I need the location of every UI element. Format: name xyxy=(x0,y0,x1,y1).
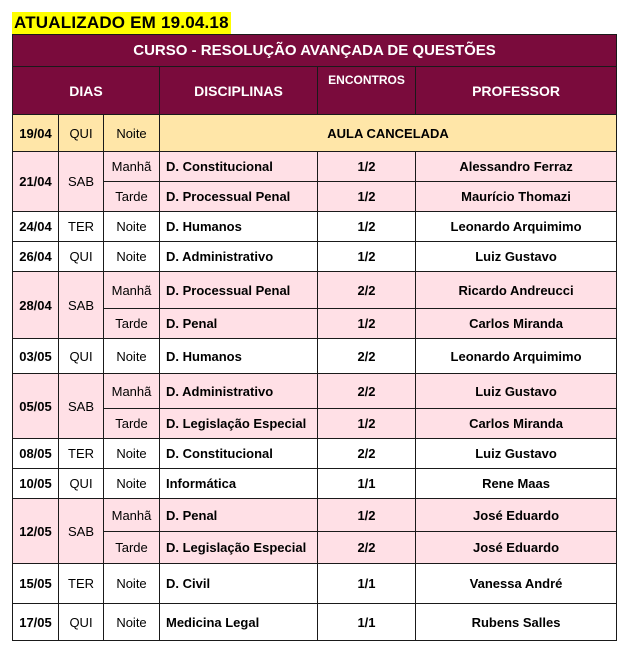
weekday-cell: QUI xyxy=(59,242,104,272)
professor-cell: Ricardo Andreucci xyxy=(416,272,617,309)
date-cell: 08/05 xyxy=(13,439,59,469)
shift-cell: Tarde xyxy=(104,409,160,439)
schedule-row xyxy=(13,532,617,564)
schedule-row xyxy=(13,309,617,339)
professor-cell: Luiz Gustavo xyxy=(416,374,617,409)
date-cell: 28/04 xyxy=(13,272,59,339)
discipline-cell: D. Penal xyxy=(160,309,318,339)
professor-cell: Carlos Miranda xyxy=(416,309,617,339)
schedule-row xyxy=(13,272,617,309)
date-cell: 03/05 xyxy=(13,339,59,374)
discipline-cell: D. Processual Penal xyxy=(160,182,318,212)
meetings-cell: 1/1 xyxy=(318,564,416,604)
weekday-cell: SAB xyxy=(59,374,104,439)
shift-cell: Tarde xyxy=(104,182,160,212)
course-title: CURSO - RESOLUÇÃO AVANÇADA DE QUESTÕES xyxy=(13,35,617,67)
shift-cell: Manhã xyxy=(104,374,160,409)
professor-cell: Luiz Gustavo xyxy=(416,439,617,469)
weekday-cell: QUI xyxy=(59,469,104,499)
header-professor: PROFESSOR xyxy=(416,67,617,115)
date-cell: 21/04 xyxy=(13,152,59,212)
schedule-row xyxy=(13,182,617,212)
weekday-cell: QUI xyxy=(59,604,104,641)
shift-cell: Noite xyxy=(104,212,160,242)
date-cell: 05/05 xyxy=(13,374,59,439)
discipline-cell: D. Legislação Especial xyxy=(160,532,318,564)
cancelled-row xyxy=(13,115,617,152)
weekday-cell: SAB xyxy=(59,499,104,564)
meetings-cell: 2/2 xyxy=(318,532,416,564)
shift-cell: Noite xyxy=(104,469,160,499)
schedule-row xyxy=(13,409,617,439)
date-cell: 15/05 xyxy=(13,564,59,604)
meetings-cell: 1/2 xyxy=(318,409,416,439)
discipline-cell: Medicina Legal xyxy=(160,604,318,641)
professor-cell: Alessandro Ferraz xyxy=(416,152,617,182)
professor-cell: Maurício Thomazi xyxy=(416,182,617,212)
schedule-row xyxy=(13,604,617,641)
professor-cell: Rene Maas xyxy=(416,469,617,499)
schedule-row xyxy=(13,439,617,469)
schedule-row xyxy=(13,499,617,532)
discipline-cell: D. Civil xyxy=(160,564,318,604)
date-cell: 12/05 xyxy=(13,499,59,564)
schedule-table xyxy=(12,34,617,641)
date-cell: 10/05 xyxy=(13,469,59,499)
meetings-cell: 1/2 xyxy=(318,499,416,532)
professor-cell: Luiz Gustavo xyxy=(416,242,617,272)
professor-cell: Rubens Salles xyxy=(416,604,617,641)
professor-cell: José Eduardo xyxy=(416,499,617,532)
meetings-cell: 2/2 xyxy=(318,374,416,409)
weekday-cell: SAB xyxy=(59,152,104,212)
shift-cell: Noite xyxy=(104,242,160,272)
header-dias: DIAS xyxy=(13,67,160,115)
professor-cell: Leonardo Arquimimo xyxy=(416,339,617,374)
shift-cell: Noite xyxy=(104,339,160,374)
updated-banner: ATUALIZADO EM 19.04.18 xyxy=(14,13,229,32)
schedule-row xyxy=(13,374,617,409)
professor-cell: Vanessa André xyxy=(416,564,617,604)
shift-cell: Tarde xyxy=(104,309,160,339)
discipline-cell: D. Administrativo xyxy=(160,242,318,272)
schedule-row xyxy=(13,242,617,272)
discipline-cell: D. Humanos xyxy=(160,339,318,374)
meetings-cell: 2/2 xyxy=(318,272,416,309)
shift-cell: Noite xyxy=(104,439,160,469)
meetings-cell: 2/2 xyxy=(318,439,416,469)
schedule-row xyxy=(13,564,617,604)
cancelled-weekday: QUI xyxy=(59,115,104,152)
meetings-cell: 1/2 xyxy=(318,182,416,212)
weekday-cell: SAB xyxy=(59,272,104,339)
meetings-cell: 1/2 xyxy=(318,242,416,272)
date-cell: 24/04 xyxy=(13,212,59,242)
schedule-row xyxy=(13,212,617,242)
cancelled-message: AULA CANCELADA xyxy=(160,115,617,152)
discipline-cell: D. Processual Penal xyxy=(160,272,318,309)
professor-cell: José Eduardo xyxy=(416,532,617,564)
weekday-cell: QUI xyxy=(59,339,104,374)
discipline-cell: Informática xyxy=(160,469,318,499)
professor-cell: Carlos Miranda xyxy=(416,409,617,439)
cancelled-date: 19/04 xyxy=(13,115,59,152)
cancelled-shift: Noite xyxy=(104,115,160,152)
weekday-cell: TER xyxy=(59,439,104,469)
title-row xyxy=(13,35,617,67)
professor-cell: Leonardo Arquimimo xyxy=(416,212,617,242)
header-encontros: ENCONTROS xyxy=(318,67,416,115)
meetings-cell: 1/2 xyxy=(318,152,416,182)
discipline-cell: D. Humanos xyxy=(160,212,318,242)
shift-cell: Manhã xyxy=(104,152,160,182)
weekday-cell: TER xyxy=(59,212,104,242)
schedule-row xyxy=(13,469,617,499)
shift-cell: Tarde xyxy=(104,532,160,564)
discipline-cell: D. Penal xyxy=(160,499,318,532)
date-cell: 26/04 xyxy=(13,242,59,272)
meetings-cell: 1/2 xyxy=(318,212,416,242)
discipline-cell: D. Administrativo xyxy=(160,374,318,409)
schedule-row xyxy=(13,152,617,182)
shift-cell: Manhã xyxy=(104,499,160,532)
shift-cell: Manhã xyxy=(104,272,160,309)
meetings-cell: 1/1 xyxy=(318,469,416,499)
meetings-cell: 1/1 xyxy=(318,604,416,641)
header-disciplinas: DISCIPLINAS xyxy=(160,67,318,115)
meetings-cell: 2/2 xyxy=(318,339,416,374)
shift-cell: Noite xyxy=(104,604,160,641)
discipline-cell: D. Constitucional xyxy=(160,439,318,469)
date-cell: 17/05 xyxy=(13,604,59,641)
discipline-cell: D. Constitucional xyxy=(160,152,318,182)
column-header-row xyxy=(13,67,617,115)
meetings-cell: 1/2 xyxy=(318,309,416,339)
shift-cell: Noite xyxy=(104,564,160,604)
weekday-cell: TER xyxy=(59,564,104,604)
discipline-cell: D. Legislação Especial xyxy=(160,409,318,439)
schedule-row xyxy=(13,339,617,374)
